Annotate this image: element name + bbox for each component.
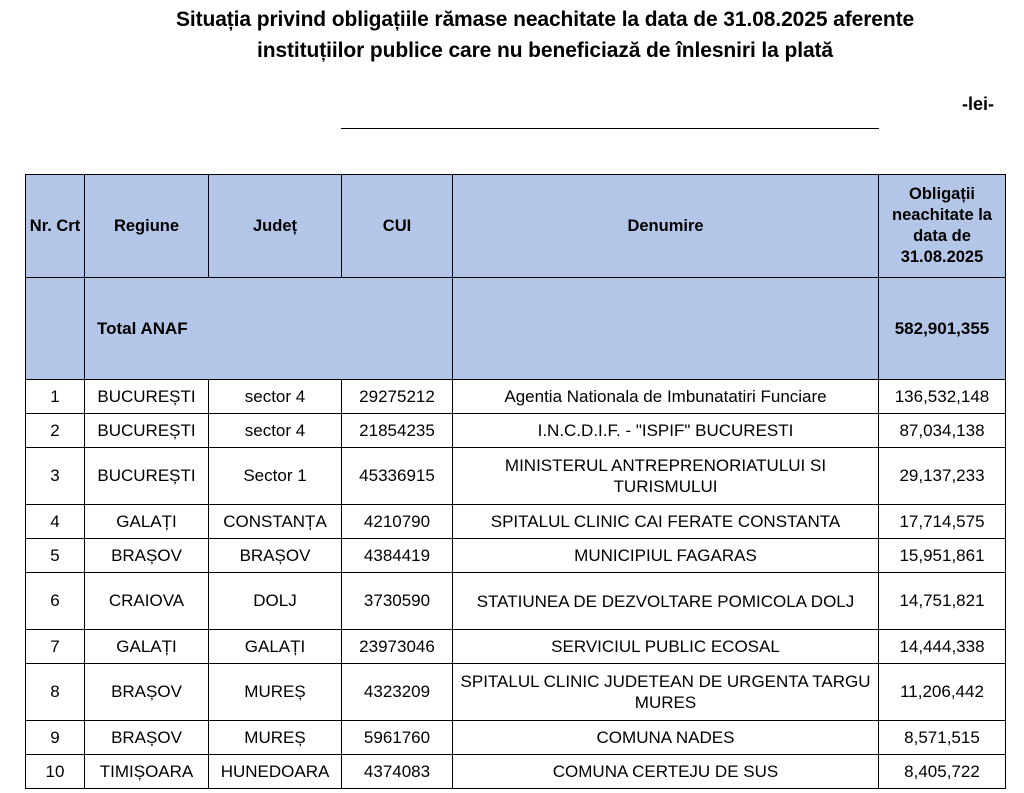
- row-cui: 29275212: [342, 380, 453, 414]
- row-obligatii: 136,532,148: [879, 380, 1006, 414]
- row-judet: CONSTANȚA: [209, 505, 342, 539]
- row-cui: 4374083: [342, 755, 453, 789]
- col-header-judet: Județ: [209, 175, 342, 278]
- row-denumire: SERVICIUL PUBLIC ECOSAL: [453, 630, 879, 664]
- row-nr: 8: [26, 664, 85, 721]
- row-denumire: SPITALUL CLINIC CAI FERATE CONSTANTA: [453, 505, 879, 539]
- row-denumire: MINISTERUL ANTREPRENORIATULUI SI TURISMULUI: [453, 448, 879, 505]
- table-row: [26, 539, 1006, 573]
- obligations-table: [25, 174, 1006, 789]
- row-regiune: BUCUREȘTI: [85, 380, 209, 414]
- title-line-2: instituțiilor publice care nu beneficiază de înlesniri la plată: [256, 39, 833, 62]
- row-nr: 7: [26, 630, 85, 664]
- document-title: [0, 4, 1024, 66]
- row-judet: Sector 1: [209, 448, 342, 505]
- row-nr: 3: [26, 448, 85, 505]
- row-judet: DOLJ: [209, 573, 342, 630]
- table-row: [26, 755, 1006, 789]
- row-regiune: GALAȚI: [85, 630, 209, 664]
- row-obligatii: 11,206,442: [879, 664, 1006, 721]
- row-nr: 4: [26, 505, 85, 539]
- row-cui: 4384419: [342, 539, 453, 573]
- table-row: [26, 664, 1006, 721]
- row-obligatii: 14,444,338: [879, 630, 1006, 664]
- table-row: [26, 380, 1006, 414]
- col-header-regiune: Regiune: [85, 175, 209, 278]
- row-regiune: TIMIȘOARA: [85, 755, 209, 789]
- row-nr: 1: [26, 380, 85, 414]
- row-nr: 6: [26, 573, 85, 630]
- col-header-denumire: Denumire: [453, 175, 879, 278]
- row-nr: 10: [26, 755, 85, 789]
- table-row: [26, 721, 1006, 755]
- row-judet: sector 4: [209, 380, 342, 414]
- row-denumire: Agentia Nationala de Imbunatatiri Funciare: [453, 380, 879, 414]
- row-judet: HUNEDOARA: [209, 755, 342, 789]
- row-obligatii: 29,137,233: [879, 448, 1006, 505]
- row-regiune: BRAȘOV: [85, 664, 209, 721]
- row-obligatii: 15,951,861: [879, 539, 1006, 573]
- row-denumire: STATIUNEA DE DEZVOLTARE POMICOLA DOLJ: [453, 573, 879, 630]
- table-row: [26, 448, 1006, 505]
- row-denumire: COMUNA CERTEJU DE SUS: [453, 755, 879, 789]
- row-cui: 5961760: [342, 721, 453, 755]
- row-regiune: BUCUREȘTI: [85, 414, 209, 448]
- row-denumire: I.N.C.D.I.F. - "ISPIF" BUCURESTI: [453, 414, 879, 448]
- row-denumire: SPITALUL CLINIC JUDETEAN DE URGENTA TARGU MURES: [453, 664, 879, 721]
- row-regiune: BUCUREȘTI: [85, 448, 209, 505]
- col-header-cui: CUI: [342, 175, 453, 278]
- row-judet: GALAȚI: [209, 630, 342, 664]
- total-row: [26, 278, 1006, 380]
- row-regiune: BRAȘOV: [85, 539, 209, 573]
- table-header-row: [26, 175, 1006, 278]
- row-regiune: GALAȚI: [85, 505, 209, 539]
- row-cui: 4210790: [342, 505, 453, 539]
- row-cui: 3730590: [342, 573, 453, 630]
- row-judet: BRAȘOV: [209, 539, 342, 573]
- row-obligatii: 87,034,138: [879, 414, 1006, 448]
- row-nr: 9: [26, 721, 85, 755]
- row-cui: 23973046: [342, 630, 453, 664]
- col-header-nr: Nr. Crt: [26, 175, 85, 278]
- row-obligatii: 8,405,722: [879, 755, 1006, 789]
- table-row: [26, 505, 1006, 539]
- currency-unit: -lei-: [961, 94, 994, 114]
- horizontal-rule: [341, 128, 879, 129]
- table-row: [26, 573, 1006, 630]
- total-value: 582,901,355: [879, 278, 1006, 380]
- row-nr: 5: [26, 539, 85, 573]
- row-denumire: COMUNA NADES: [453, 721, 879, 755]
- row-obligatii: 17,714,575: [879, 505, 1006, 539]
- row-cui: 4323209: [342, 664, 453, 721]
- col-header-obligatii: Obligații neachitate la data de 31.08.2025: [879, 175, 1006, 278]
- row-regiune: CRAIOVA: [85, 573, 209, 630]
- total-denumire-cell: [453, 278, 879, 380]
- row-cui: 21854235: [342, 414, 453, 448]
- row-obligatii: 14,751,821: [879, 573, 1006, 630]
- row-obligatii: 8,571,515: [879, 721, 1006, 755]
- row-regiune: BRAȘOV: [85, 721, 209, 755]
- row-cui: 45336915: [342, 448, 453, 505]
- row-judet: MUREȘ: [209, 721, 342, 755]
- table-row: [26, 414, 1006, 448]
- row-denumire: MUNICIPIUL FAGARAS: [453, 539, 879, 573]
- row-judet: MUREȘ: [209, 664, 342, 721]
- row-nr: 2: [26, 414, 85, 448]
- total-label: Total ANAF: [85, 278, 453, 380]
- row-judet: sector 4: [209, 414, 342, 448]
- total-nr-cell: [26, 278, 85, 380]
- title-line-1: Situația privind obligațiile rămase neachitate la data de 31.08.2025 aferente: [175, 8, 915, 31]
- table-row: [26, 630, 1006, 664]
